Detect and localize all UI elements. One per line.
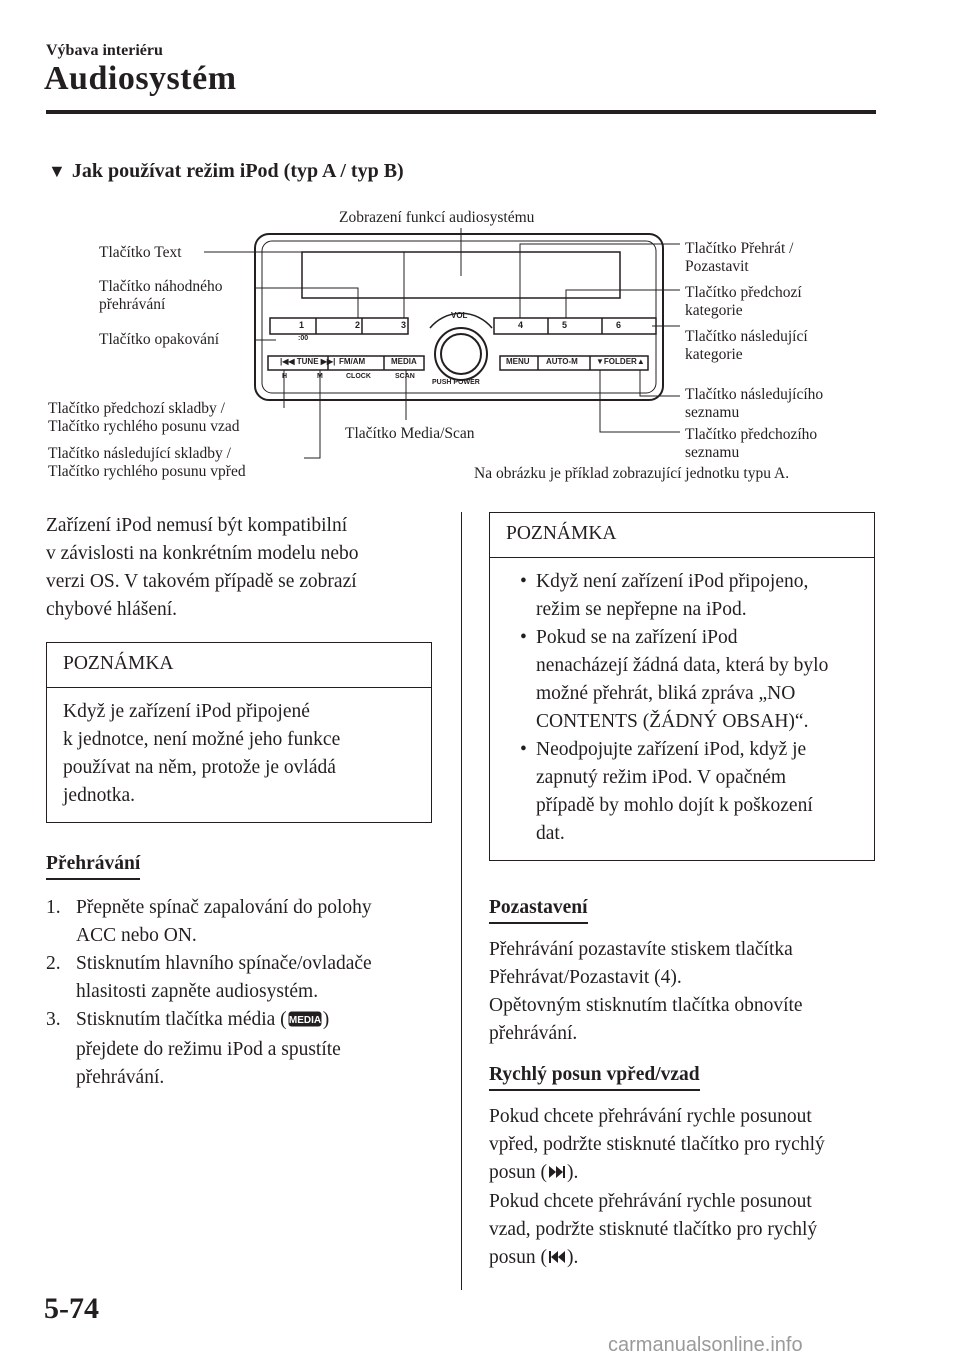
step-1 [46, 894, 432, 950]
step-3 [46, 1006, 432, 1092]
panel-vol: VOL [451, 311, 468, 320]
ffrw-section [489, 1064, 875, 1273]
panel-clock: CLOCK [346, 373, 371, 380]
ffrw-line: vzad, podržte stisknuté tlačítko pro rychlý [489, 1219, 818, 1240]
media-icon-text: MEDIA [288, 1015, 321, 1026]
label-prev-category [685, 284, 802, 320]
playback-steps [46, 894, 432, 1092]
note-heading: POZNÁMKA [490, 513, 874, 558]
note-line: k jednotce, není možné jeho funkce [63, 729, 341, 750]
panel-m: M [317, 373, 323, 380]
intro-line: chybové hlášení. [46, 599, 178, 620]
bullet-line: dat. [536, 823, 565, 844]
bullet-dot: • [520, 739, 527, 760]
note-bullets [490, 558, 874, 860]
label-play-pause [685, 240, 793, 276]
step-line: hlasitosti zapněte audiosystém. [76, 981, 319, 1002]
pause-section [489, 897, 875, 1048]
chapter-label: Výbava interiéru [46, 42, 163, 59]
note-line: Když je zařízení iPod připojené [63, 701, 310, 722]
ffrw-rev-prefix: posun ( [489, 1247, 547, 1268]
ffrw-line [489, 1244, 875, 1273]
intro-line: Zařízení iPod nemusí být kompatibilní [46, 515, 348, 536]
panel-preset-5: 5 [562, 320, 568, 330]
step-line: přehrávání. [76, 1067, 165, 1088]
label-repeat-button: Tlačítko opakování [99, 331, 220, 348]
pause-line: přehrávání. [489, 1023, 578, 1044]
header-rule [46, 110, 876, 114]
playback-heading: Přehrávání [46, 853, 140, 880]
label-next-list-line-1: Tlačítko následujícího [685, 386, 824, 403]
step-line: Přepněte spínač zapalování do polohy [76, 897, 372, 918]
page-number: 5-74 [44, 1292, 99, 1325]
bullet-line: CONTENTS (ŽÁDNÝ OBSAH)“. [536, 711, 809, 732]
rewind-icon [548, 1245, 566, 1273]
label-random-line-1: Tlačítko náhodného [99, 278, 223, 295]
intro-line: verzi OS. V takovém případě se zobrazí [46, 571, 357, 592]
label-play-pause-line-1: Tlačítko Přehrát / [685, 240, 794, 257]
left-column [46, 512, 432, 1092]
label-next-list-line-2: seznamu [685, 404, 740, 421]
panel-h: H [282, 373, 288, 380]
label-next-track-line-1: Tlačítko následující skladby / [48, 445, 231, 462]
panel-menu: MENU [506, 357, 530, 366]
label-prev-track-line-1: Tlačítko předchozí skladby / [48, 400, 225, 417]
bullet-line: případě by mohlo dojít k poškození [536, 795, 813, 816]
ffrw-line: Pokud chcete přehrávání rychle posunout [489, 1191, 812, 1212]
bullet-line: Když není zařízení iPod připojeno, [536, 571, 809, 592]
ffrw-fwd-prefix: posun ( [489, 1162, 547, 1183]
ffrw-fwd-suffix: ). [566, 1162, 579, 1183]
note-line: používat na něm, protože je ovládá [63, 757, 336, 778]
watermark: carmanualsonline.info [608, 1334, 803, 1356]
label-play-pause-line-2: Pozastavit [685, 258, 749, 275]
bullet-line: zapnutý režim iPod. V opačném [536, 767, 787, 788]
step-line: přejdete do režimu iPod a spustíte [76, 1039, 341, 1060]
diagram-caption: Na obrázku je příklad zobrazující jednotku typu A. [474, 465, 790, 482]
ffrw-heading: Rychlý posun vpřed/vzad [489, 1064, 700, 1091]
section-heading [48, 160, 404, 183]
step-line: Stisknutím hlavního spínače/ovladače [76, 953, 372, 974]
ffrw-line: Pokud chcete přehrávání rychle posunout [489, 1106, 812, 1127]
panel-folder: ▼FOLDER▲ [596, 357, 645, 366]
media-button-icon [288, 1008, 322, 1036]
bullet-line: možné přehrát, bliká zpráva „NO [536, 683, 796, 704]
label-next-track [48, 445, 246, 481]
intro-paragraph [46, 512, 432, 624]
panel-tune-label: TUNE [296, 357, 319, 366]
step-number: 2. [46, 953, 61, 974]
label-prev-track-line-2: Tlačítko rychlého posunu vzad [48, 418, 240, 435]
step-2 [46, 950, 432, 1006]
label-next-track-line-2: Tlačítko rychlého posunu vpřed [48, 463, 246, 480]
note-box-right [489, 512, 875, 861]
step-number: 3. [46, 1009, 61, 1030]
panel-fm-am: FM/AM [339, 357, 366, 366]
step-line: ACC nebo ON. [76, 925, 197, 946]
fast-forward-icon [548, 1160, 566, 1188]
bullet-line: Neodpojujte zařízení iPod, když je [536, 739, 807, 760]
label-media-scan: Tlačítko Media/Scan [345, 425, 475, 442]
label-text-button: Tlačítko Text [99, 244, 182, 261]
label-prev-list-line-2: seznamu [685, 444, 740, 461]
ffrw-line: vpřed, podržte stisknuté tlačítko pro rychlý [489, 1134, 825, 1155]
bullet-line: Pokud se na zařízení iPod [536, 627, 738, 648]
step-3-prefix: Stisknutím tlačítka média ( [76, 1009, 287, 1030]
panel-preset-2: 2 [355, 320, 361, 330]
ffrw-rev-suffix: ). [566, 1247, 579, 1268]
bullet-dot: • [520, 571, 527, 592]
label-prev-track [48, 400, 240, 436]
bullet-dot: • [520, 627, 527, 648]
panel-preset-3: 3 [401, 320, 407, 330]
label-prev-list [685, 426, 817, 462]
panel-tune: |◀◀ TUNE ▶▶| [280, 357, 336, 366]
panel-time: :00 [298, 335, 309, 342]
bullet-line: nenacházejí žádná data, která by bylo [536, 655, 829, 676]
label-random-button [99, 278, 223, 314]
note-box-left [46, 642, 432, 823]
panel-folder-label: FOLDER [603, 357, 637, 366]
label-next-category-line-2: kategorie [685, 346, 743, 363]
panel-auto-m: AUTO-M [546, 357, 578, 366]
pause-heading: Pozastavení [489, 897, 588, 924]
panel-media: MEDIA [391, 357, 417, 366]
note-body [47, 688, 431, 822]
note-bullet [506, 568, 858, 624]
note-bullet [506, 736, 858, 848]
label-prev-category-line-2: kategorie [685, 302, 743, 319]
step-line [76, 1006, 432, 1036]
pause-line: Přehrávání pozastavíte stiskem tlačítka [489, 939, 793, 960]
panel-preset-1: 1 [299, 320, 305, 330]
label-random-line-2: přehrávání [99, 296, 166, 313]
pause-line: Opětovným stisknutím tlačítka obnovíte [489, 995, 803, 1016]
ffrw-line [489, 1159, 875, 1188]
label-prev-category-line-1: Tlačítko předchozí [685, 284, 802, 301]
panel-scan: SCAN [395, 373, 415, 380]
ffrw-text [489, 1103, 875, 1273]
section-title: Jak používat režim iPod (typ A / typ B) [71, 160, 404, 182]
triangle-icon: ▼ [48, 161, 66, 181]
label-display: Zobrazení funkcí audiosystému [339, 209, 535, 226]
audio-unit-diagram [0, 200, 960, 490]
playback-section [46, 853, 432, 1092]
panel-preset-6: 6 [616, 320, 622, 330]
right-column [489, 512, 875, 1273]
label-next-list [685, 386, 823, 422]
step-3-suffix: ) [322, 1009, 330, 1030]
note-line: jednotka. [63, 785, 136, 806]
note-bullet [506, 624, 858, 736]
bullet-line: režim se nepřepne na iPod. [536, 599, 747, 620]
column-divider [461, 512, 462, 1290]
intro-line: v závislosti na konkrétním modelu nebo [46, 543, 359, 564]
panel-preset-4: 4 [518, 320, 524, 330]
note-heading: POZNÁMKA [47, 643, 431, 688]
page-title: Audiosystém [44, 60, 237, 97]
label-next-category [685, 328, 808, 364]
step-number: 1. [46, 897, 61, 918]
pause-text [489, 936, 875, 1048]
label-next-category-line-1: Tlačítko následující [685, 328, 808, 345]
label-prev-list-line-1: Tlačítko předchozího [685, 426, 818, 443]
panel-push-power: PUSH POWER [432, 379, 480, 386]
pause-line: Přehrávat/Pozastavit (4). [489, 967, 682, 988]
